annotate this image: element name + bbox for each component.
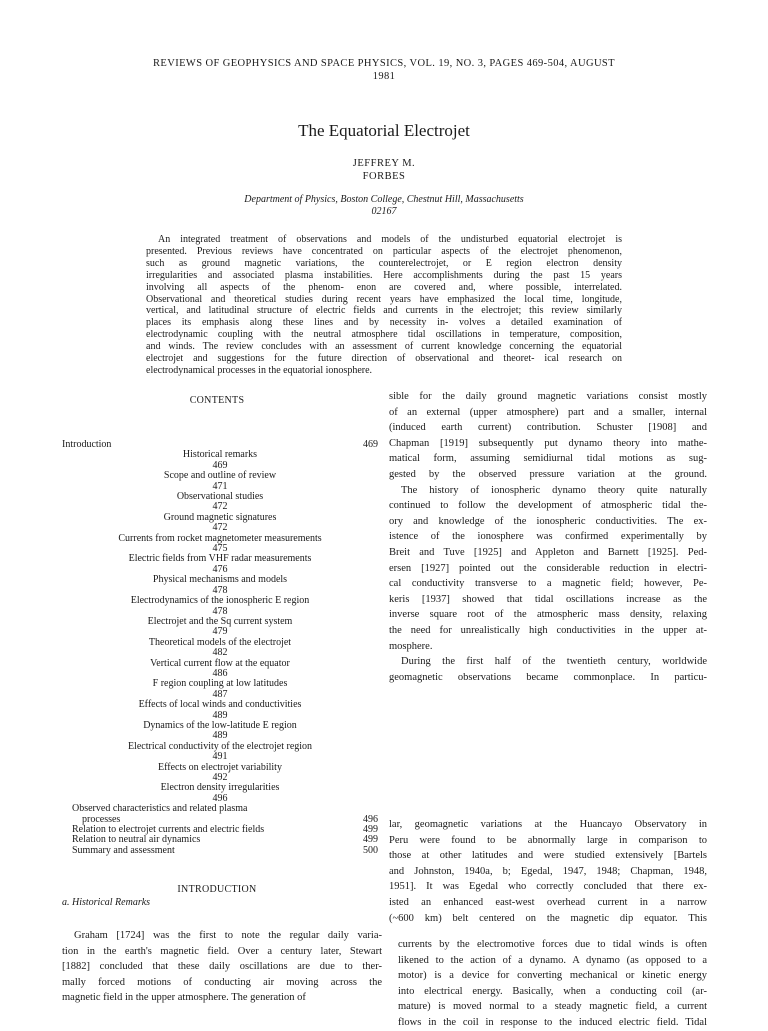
text-line: 1951]. It was Egedal who correctly concluded that there ex- bbox=[389, 881, 707, 893]
toc-entry-label: Theoretical models of the electrojet bbox=[148, 636, 292, 648]
text-line: tion in the earth's magnetic field. Over a century later, Stewart bbox=[62, 945, 382, 957]
toc-entry-label: Electron density irregularities bbox=[160, 782, 280, 794]
toc-entry-page: 472 bbox=[212, 501, 228, 513]
text-line: gested by the observed pressure variation at the ground. bbox=[389, 468, 707, 480]
text-line: those at other latitudes and were studied extensively [Bartels bbox=[389, 850, 707, 862]
text-line: keris [1937] showed that tidal oscillations increase as the bbox=[389, 593, 707, 605]
toc-entry-page: 469 bbox=[212, 459, 228, 471]
toc-entry-label: Summary and assessment bbox=[72, 844, 175, 856]
text-line: [1882] concluded that these daily oscillations are due to ther- bbox=[62, 961, 382, 973]
affiliation bbox=[200, 194, 568, 218]
subsection-heading: a. Historical Remarks bbox=[62, 897, 151, 908]
toc-entry-label: Electrical conductivity of the electrojet region bbox=[127, 740, 313, 752]
toc-entry-page: 492 bbox=[212, 772, 228, 783]
toc-entry-label: F region coupling at low latitudes bbox=[152, 678, 288, 690]
abstract-line: involving all aspects of the phenom- enon are covered and, where possible, interrelated. bbox=[146, 281, 622, 293]
text-line: Peru were found to be abnormally large in comparison to bbox=[389, 834, 707, 846]
text-line: flows in the coil in response to the induced electric field. Tidal bbox=[398, 1016, 707, 1028]
toc-entry-page: 499 bbox=[363, 834, 378, 846]
toc-entry-page: 478 bbox=[212, 584, 228, 596]
affiliation-line2: 02167 bbox=[371, 206, 397, 217]
text-line: During the first half of the twentieth century, worldwide bbox=[401, 656, 707, 668]
toc-entry-label: Effects of local winds and conductivities bbox=[138, 699, 302, 711]
toc-entry-page: 475 bbox=[212, 543, 228, 555]
toc-entry-page: 478 bbox=[212, 605, 228, 617]
toc-entry-label: Relation to electrojet currents and electric fields bbox=[72, 824, 265, 836]
text-line: magnetic field in the upper atmosphere. The generation of bbox=[62, 992, 306, 1004]
toc-entry-page: 472 bbox=[212, 522, 228, 534]
affiliation-line1: Department of Physics, Boston College, Chestnut Hill, Massachusetts bbox=[244, 194, 524, 205]
text-line: inverse square root of the atmospheric mass density, relaxing bbox=[389, 609, 707, 621]
toc-entry-label: Scope and outline of review bbox=[163, 470, 277, 482]
toc-entry-page: 487 bbox=[212, 688, 228, 700]
text-line: geomagnetic observations became commonplace. In particu- bbox=[389, 671, 707, 683]
text-line: currents by the electromotive forces due to tidal winds is often bbox=[398, 939, 707, 950]
text-line: (induced earth current) contribution. Schuster [1908] and bbox=[389, 422, 707, 434]
toc-entry-label: Electrojet and the Sq current system bbox=[147, 615, 293, 627]
right-column-text-lower bbox=[398, 937, 707, 1031]
author-block bbox=[0, 157, 768, 183]
toc-entry-label: Dynamics of the low-latitude E region bbox=[143, 719, 297, 731]
abstract-line: Observational and theoretical studies during recent years have emphasized the local time, longitude, bbox=[146, 293, 622, 305]
toc-entry-page: 491 bbox=[212, 751, 228, 763]
text-line: ersen [1927] pointed out the considerable reduction in electri- bbox=[389, 562, 707, 574]
toc-entry-page: 469 bbox=[363, 439, 378, 450]
toc-entry-label: Observational studies bbox=[176, 491, 264, 503]
text-line: lar, geomagnetic variations at the Huancayo Observatory in bbox=[389, 819, 707, 830]
toc-entry-page: 479 bbox=[212, 626, 228, 638]
text-line: motor) is a device for converting mechanical or kinetic energy bbox=[398, 970, 707, 982]
text-line: continued to follow the development of atmospheric tidal the- bbox=[389, 500, 707, 512]
abstract bbox=[146, 234, 622, 377]
abstract-line: and winds. The review concludes with an assessment of current knowledge concerning the equatorial bbox=[146, 341, 622, 353]
text-line: The history of ionospheric dynamo theory quite naturally bbox=[401, 484, 707, 496]
text-line: matical form, assuming semidiurnal tidal motions as sug- bbox=[389, 453, 707, 465]
left-column-text bbox=[62, 928, 382, 1006]
introduction-heading: INTRODUCTION bbox=[177, 884, 257, 895]
text-line: of an external (upper atmosphere) part and a smaller, internal bbox=[389, 406, 707, 418]
text-line: the need for unrealistically high conductivities in the upper at- bbox=[389, 624, 707, 636]
toc-entry-page: 489 bbox=[212, 730, 228, 742]
toc-entry-label: Effects on electrojet variability bbox=[158, 761, 282, 773]
toc-entry-label: Ground magnetic signatures bbox=[163, 511, 277, 523]
author-name-line2: FORBES bbox=[362, 171, 406, 182]
toc-entry-page: 476 bbox=[212, 563, 228, 575]
abstract-line: such as ground magnetic variations, the counterelectrojet, or E region electron density bbox=[146, 257, 622, 269]
text-line: Graham [1724] was the first to note the regular daily varia- bbox=[74, 930, 382, 941]
abstract-line: places its emphasis along these lines and by necessity in- volves a detailed examination of bbox=[146, 317, 622, 329]
text-line: Breit and Tuve [1925] and Appleton and Barnett [1925]. Ped- bbox=[389, 546, 707, 558]
text-line: (~600 km) belt centered on the magnetic dip equator. This bbox=[389, 912, 707, 924]
toc-entry-label: Currents from rocket magnetometer measurements bbox=[118, 532, 322, 544]
toc-entry-label: processes bbox=[82, 813, 121, 825]
toc-entry-label: Observed characteristics and related plasma bbox=[72, 803, 248, 815]
running-header-line2: 1981 bbox=[372, 71, 396, 82]
toc-entry-page: 496 bbox=[212, 792, 228, 804]
text-line: isted an enhanced east-west overhead current in a narrow bbox=[389, 896, 707, 908]
abstract-line: An integrated treatment of observations and models of the undisturbed equatorial electrojet is bbox=[158, 234, 622, 245]
running-header bbox=[100, 57, 668, 83]
toc-entry-label: Electric fields from VHF radar measurements bbox=[128, 553, 312, 565]
text-line: ory and knowledge of the ionospheric conductivities. The ex- bbox=[389, 515, 707, 527]
text-line: and Johnston, 1940a, b; Egedal, 1947, 1948; Chapman, 1948, bbox=[389, 865, 707, 877]
article-title: The Equatorial Electrojet bbox=[298, 121, 470, 140]
toc-entry bbox=[62, 440, 378, 450]
text-line: cal conductivity transverse to a magnetic field; however, Pe- bbox=[389, 578, 707, 590]
text-line: likened to the action of a dynamo. A dynamo (as opposed to a bbox=[398, 954, 707, 966]
text-line: istence of the ionosphere was confirmed experimentally by bbox=[389, 531, 707, 543]
toc-entry-label: Historical remarks bbox=[182, 449, 258, 461]
toc-entry-page: 471 bbox=[212, 480, 228, 492]
abstract-line: presented. Previous reviews have concentrated on particular aspects of the electrojet phenomenon, bbox=[146, 245, 622, 257]
text-line: into electrical energy. Basically, when a conducting coil (ar- bbox=[398, 985, 707, 997]
abstract-line: electrodynamic coupling with the neutral atmosphere tidal oscillations in temperature, composition, bbox=[146, 329, 622, 341]
toc-entry-page: 482 bbox=[212, 647, 228, 659]
right-column-text-upper bbox=[389, 389, 707, 685]
abstract-line: electrojet and suggestions for the future direction of observational and theoret- ical research on bbox=[146, 353, 622, 365]
toc-entry-page: 500 bbox=[363, 844, 378, 856]
toc-entry-page: 489 bbox=[212, 709, 228, 721]
table-of-contents bbox=[62, 440, 378, 856]
toc-entry bbox=[62, 846, 378, 856]
toc-entry-label: Electrodynamics of the ionospheric E region bbox=[130, 595, 310, 607]
toc-entry-label: Relation to neutral air dynamics bbox=[72, 834, 201, 846]
right-column-text-middle bbox=[389, 817, 707, 926]
text-line: sible for the daily ground magnetic variations consist mostly bbox=[389, 391, 707, 402]
abstract-line: electrodynamical processes in the equatorial ionosphere. bbox=[146, 364, 373, 376]
toc-entry-page: 496 bbox=[363, 813, 378, 825]
text-line: mosphere. bbox=[389, 640, 433, 652]
author-name-line1: JEFFREY M. bbox=[352, 158, 416, 169]
abstract-line: irregularities and associated plasma instabilities. Here accomplishments during the past 15 years bbox=[146, 269, 622, 281]
text-line: Chapman [1919] subsequently put dynamo theory into mathe- bbox=[389, 437, 707, 449]
toc-entry-page: 486 bbox=[212, 667, 228, 679]
running-header-line1: REVIEWS OF GEOPHYSICS AND SPACE PHYSICS, VOL. 19, NO. 3, PAGES 469-504, AUGUST bbox=[153, 58, 615, 69]
text-line: mature) is moved normal to a steady magnetic field, a current bbox=[398, 1001, 707, 1013]
toc-entry-label: Physical mechanisms and models bbox=[152, 574, 288, 586]
toc-entry-label: Vertical current flow at the equator bbox=[150, 657, 290, 669]
toc-entry-label: Introduction bbox=[62, 439, 112, 450]
contents-heading: CONTENTS bbox=[189, 395, 245, 406]
text-line: mally forced motions of conducting air moving across the bbox=[62, 976, 382, 988]
toc-entry-page: 499 bbox=[363, 824, 378, 836]
abstract-line: vertical, and latitudinal structure of electric fields and currents in the electrojet; this review similarly bbox=[146, 305, 622, 317]
